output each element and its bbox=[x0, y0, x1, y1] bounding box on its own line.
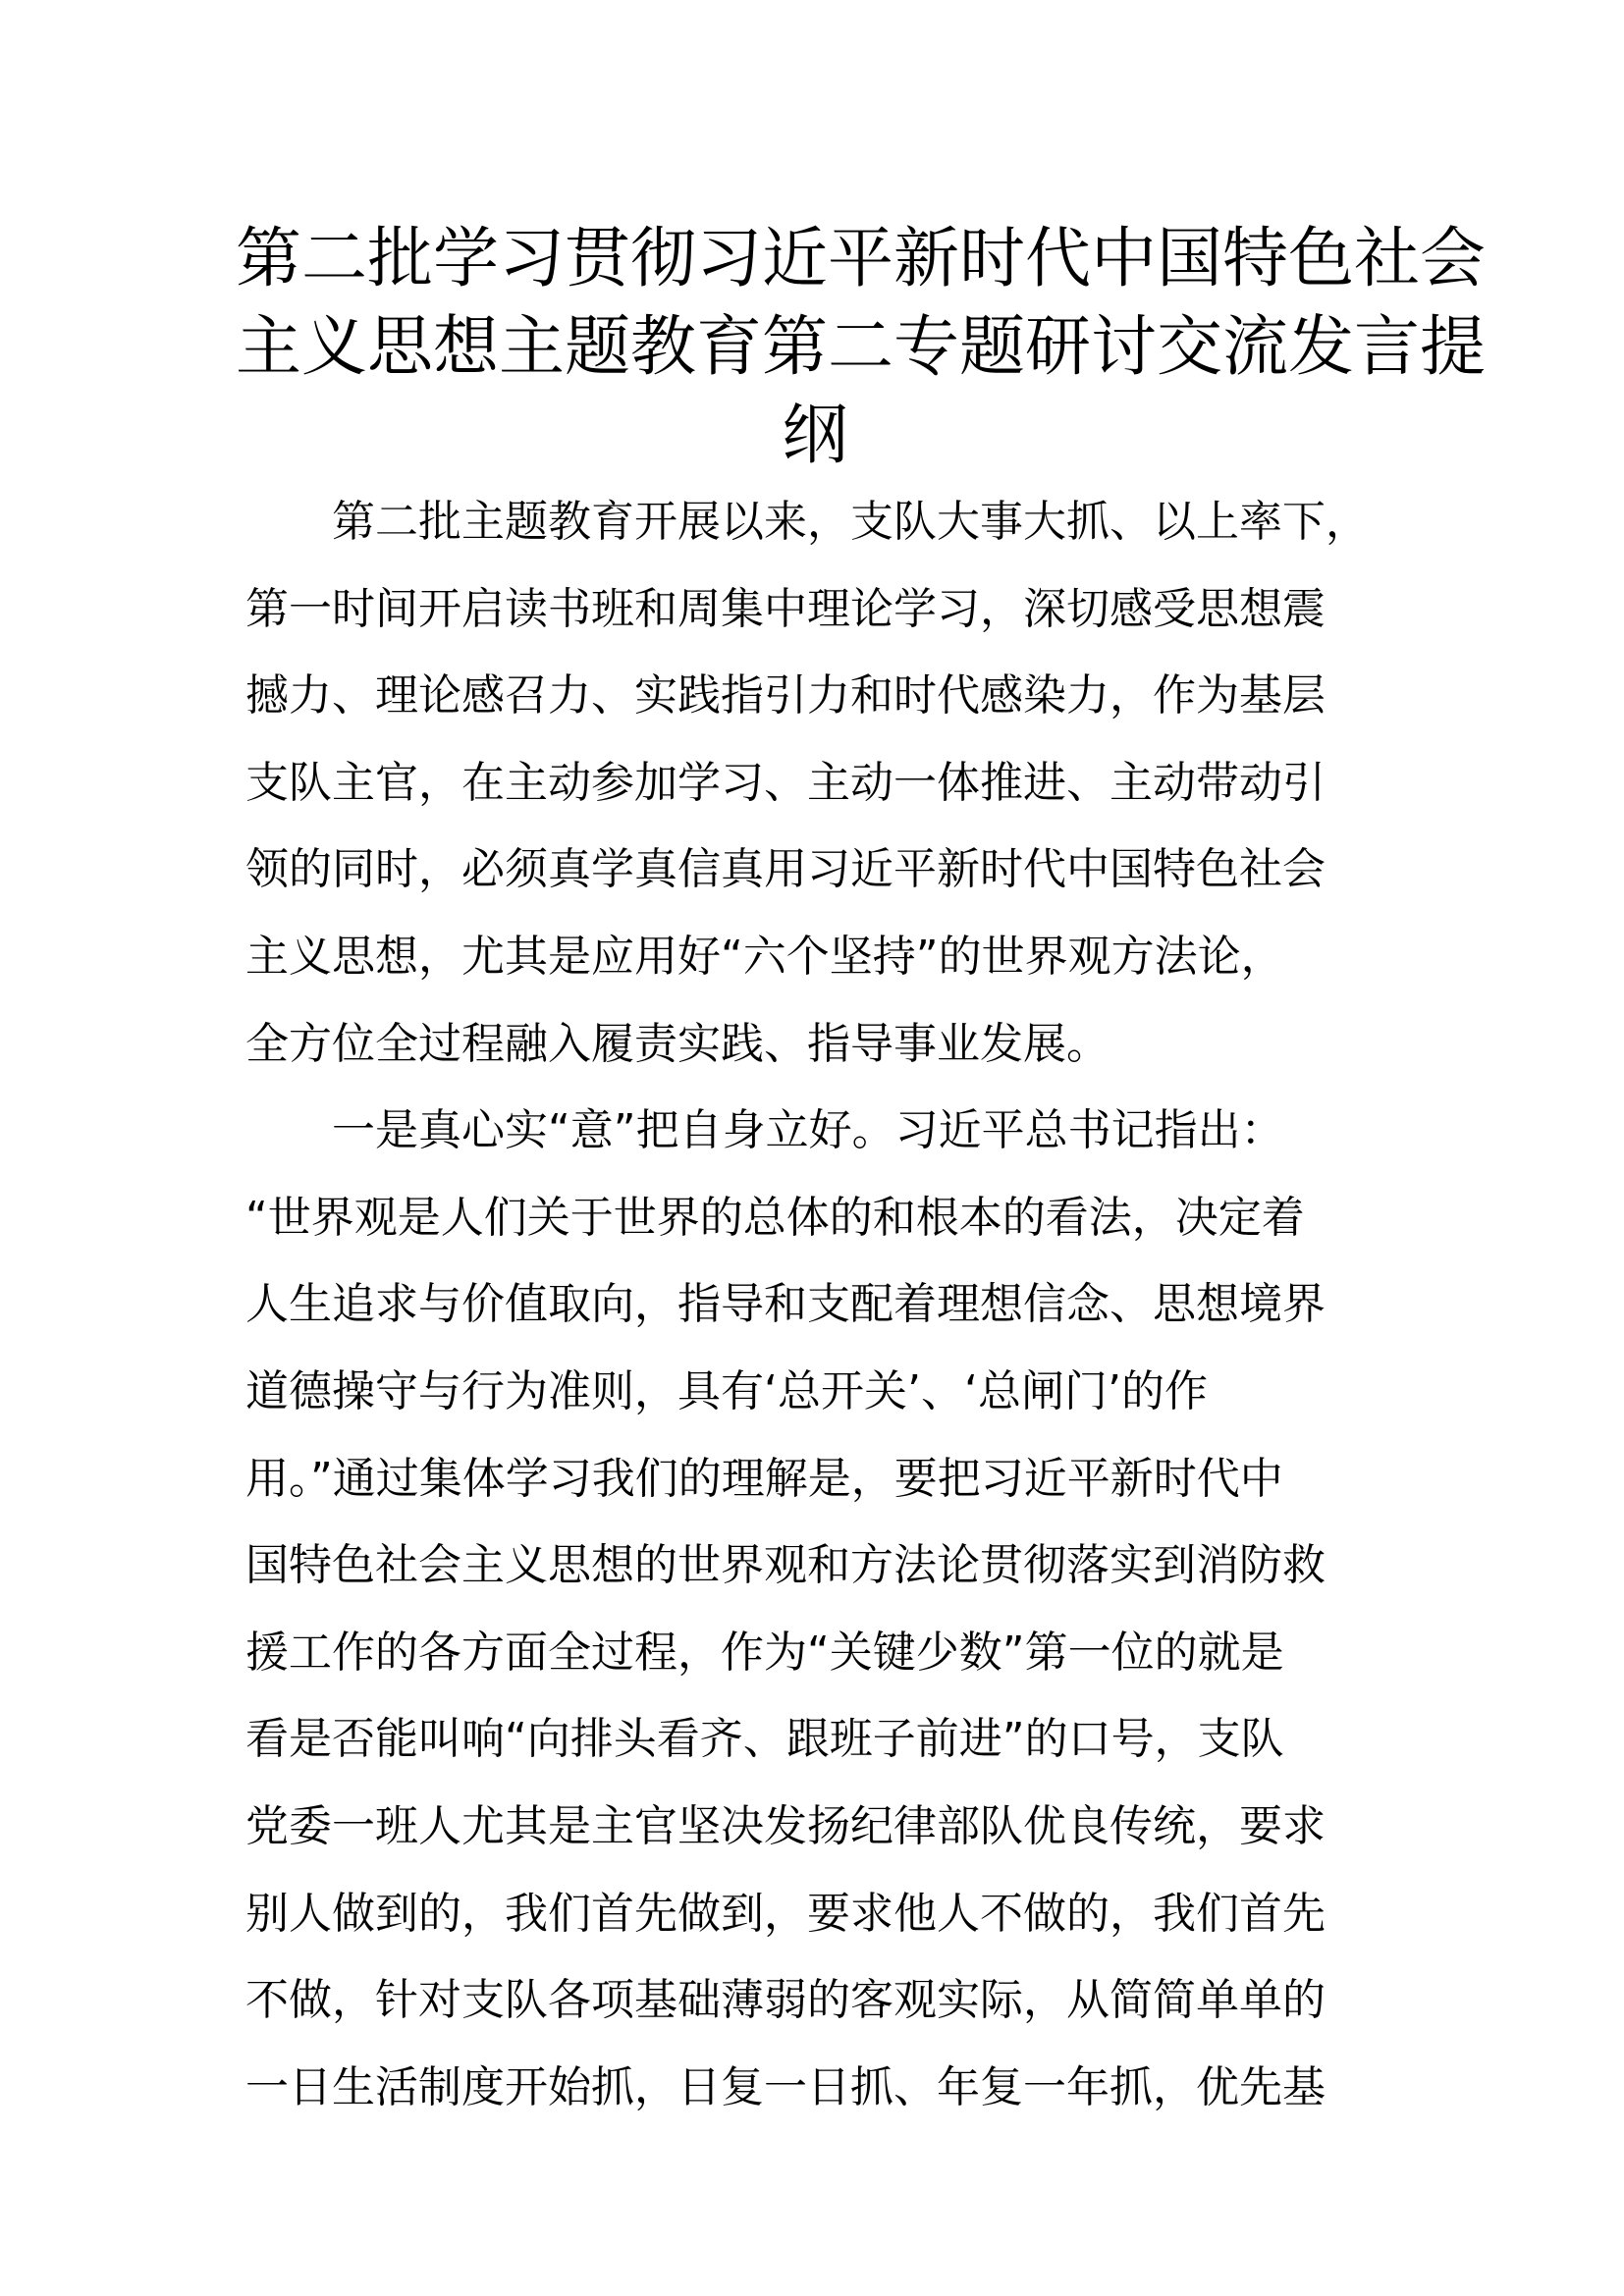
text-line: 一日生活制度开始抓，日复一日抓、年复一年抓，优先基 bbox=[245, 2061, 1326, 2112]
paragraph-point-one bbox=[245, 1088, 1394, 2131]
title-line: 第二批学习贯彻习近平新时代中国特色社会 bbox=[236, 220, 1486, 296]
text-line: 援工作的各方面全过程，作为“关键少数”第一位的就是 bbox=[245, 1627, 1284, 1678]
text-line: 撼力、理论感召力、实践指引力和时代感染力，作为基层 bbox=[245, 670, 1326, 721]
text-line: 第一时间开启读书班和周集中理论学习，深切感受思想震 bbox=[245, 583, 1326, 634]
text-line: 一是真心实“意”把自身立好。习近平总书记指出： bbox=[332, 1105, 1284, 1156]
text-line: 第二批主题教育开展以来，支队大事大抓、以上率下， bbox=[332, 497, 1369, 547]
text-line: 国特色社会主义思想的世界观和方法论贯彻落实到消防救 bbox=[245, 1540, 1326, 1591]
text-line: 全方位全过程融入履责实践、指导事业发展。 bbox=[245, 1018, 1110, 1069]
text-line: 支队主官，在主动参加学习、主动一体推进、主动带动引 bbox=[245, 757, 1326, 808]
document-title bbox=[236, 214, 1486, 479]
text-line: 不做，针对支队各项基础薄弱的客观实际，从简简单单的 bbox=[245, 1975, 1326, 2026]
text-line: 人生追求与价值取向，指导和支配着理想信念、思想境界 bbox=[245, 1279, 1326, 1330]
title-line: 主义思想主题教育第二专题研讨交流发言提 bbox=[236, 308, 1486, 385]
text-line: 道德操守与行为准则，具有‘总开关’、‘总闸门’的作 bbox=[245, 1365, 1208, 1416]
document-body bbox=[245, 479, 1394, 2131]
paragraph-intro bbox=[245, 479, 1394, 1088]
text-line: 领的同时，必须真学真信真用习近平新时代中国特色社会 bbox=[245, 844, 1326, 895]
title-line: 纲 bbox=[782, 397, 848, 473]
text-line: 别人做到的，我们首先做到，要求他人不做的，我们首先 bbox=[245, 1888, 1326, 1939]
text-line: 主义思想，尤其是应用好“六个坚持”的世界观方法论， bbox=[245, 931, 1284, 982]
text-line: 用。”通过集体学习我们的理解是，要把习近平新时代中 bbox=[245, 1453, 1283, 1504]
text-line: 党委一班人尤其是主官坚决发扬纪律部队优良传统，要求 bbox=[245, 1800, 1326, 1851]
text-line: “世界观是人们关于世界的总体的和根本的看法，决定着 bbox=[245, 1192, 1305, 1243]
text-line: 看是否能叫响“向排头看齐、跟班子前进”的口号，支队 bbox=[245, 1714, 1284, 1765]
